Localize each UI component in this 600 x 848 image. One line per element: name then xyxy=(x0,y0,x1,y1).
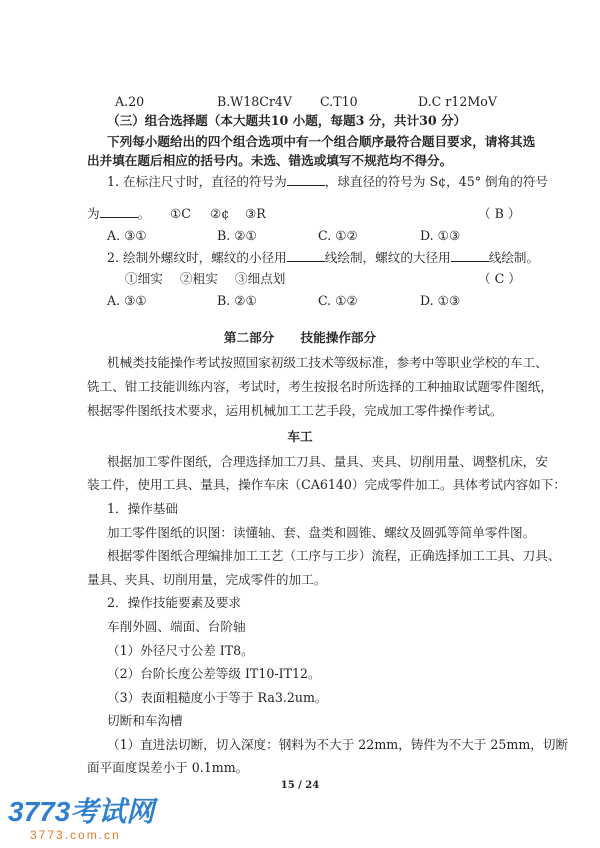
answer-blank xyxy=(451,250,489,262)
option-c: C. ①② xyxy=(318,293,358,308)
heading: 2．操作技能要素及要求 xyxy=(107,595,241,610)
option-d: D. ①③ xyxy=(420,228,461,243)
paragraph-line: 加工零件图纸的识图：读懂轴、套、盘类和圆锥、螺纹及圆弧等简单零件图。 xyxy=(107,525,536,540)
paragraph-line: 铣工、钳工技能训练内容，考试时，考生按报名时所选择的工种抽取试题零件图纸， xyxy=(87,379,553,394)
heading: 切断和车沟槽 xyxy=(107,713,183,728)
option-b: B. ②① xyxy=(217,228,257,243)
answer-blank xyxy=(100,206,138,218)
answer: （ B ） xyxy=(478,206,521,221)
question-text: ，球直径的符号为 S¢，45° 倒角的符号 xyxy=(324,174,549,189)
question-text: 2. 绘制外螺纹时，螺纹的小径用 xyxy=(107,250,287,265)
question-1-cont xyxy=(87,206,150,222)
choice: ①细实 xyxy=(125,271,163,286)
heading: 1．操作基础 xyxy=(107,501,178,516)
paragraph-line: 根据零件图纸合理编排加工工艺（工序与工步）流程，正确选择加工工具、刀具、 xyxy=(107,548,561,563)
option-b: B.W18Cr4V xyxy=(217,94,292,109)
choice: ②粗实 xyxy=(180,271,218,286)
section-title: （三）组合选择题（本大题共10 小题，每题3 分，共计30 分） xyxy=(107,113,467,128)
option-a: A.20 xyxy=(115,94,145,109)
logo-text: 3773考试网 xyxy=(8,796,155,827)
answer: （ C ） xyxy=(478,271,521,286)
list-item: （3）表面粗糙度小于等于 Ra3.2um。 xyxy=(107,690,328,705)
option-c: C.T10 xyxy=(320,94,358,109)
heading: 车削外圆、端面、台阶轴 xyxy=(107,619,246,634)
page-number: 15 / 24 xyxy=(280,780,320,791)
option-d: D. ①③ xyxy=(420,293,461,308)
list-item-cont: 面平面度误差小于 0.1mm。 xyxy=(87,760,249,775)
question-2 xyxy=(107,250,539,266)
paragraph-line: 根据加工零件图纸，合理选择加工刀具、量具、夹具、切削用量、调整机床，安 xyxy=(107,454,548,469)
paragraph-line: 量具、夹具、切削用量，完成零件的加工。 xyxy=(87,572,327,587)
instruction: 出并填在题后相应的括号内。未选、错选或填写不规范均不得分。 xyxy=(87,153,453,168)
instruction: 下列每小题给出的四个组合选项中有一个组合顺序最符合题目要求，请将其选 xyxy=(107,134,536,149)
option-a: A. ③① xyxy=(107,293,147,308)
paragraph-line: 机械类技能操作考试按照国家初级工技术等级标准，参考中等职业学校的车工、 xyxy=(107,355,548,370)
subsection-title: 车工 xyxy=(287,429,313,444)
option-b: B. ②① xyxy=(217,293,257,308)
question-text: 线绘制，螺纹的大径用 xyxy=(324,250,451,265)
question-text: 1. 在标注尺寸时，直径的符号为 xyxy=(107,174,287,189)
list-item: （2）台阶长度公差等级 IT10-IT12。 xyxy=(107,666,321,681)
list-item: （1）外径尺寸公差 IT8。 xyxy=(107,643,254,658)
option-c: C. ①② xyxy=(318,228,358,243)
question-text: 。 xyxy=(137,206,151,221)
answer-blank xyxy=(287,174,325,186)
choice: ②¢ xyxy=(210,206,230,221)
part-title: 第二部分 技能操作部分 xyxy=(223,330,377,345)
choice: ③R xyxy=(245,206,266,221)
option-a: A. ③① xyxy=(107,228,147,243)
question-1 xyxy=(107,174,548,190)
choice: ①C xyxy=(170,206,191,221)
paragraph-line: 装工件，使用工具、量具，操作车床（CA6140）完成零件加工。具体考试内容如下： xyxy=(87,477,566,492)
choice: ③细点划 xyxy=(235,271,286,286)
answer-blank xyxy=(287,250,325,262)
question-text: 线绘制。 xyxy=(488,250,540,265)
site-logo xyxy=(8,796,154,842)
list-item: （1）直进法切断，切入深度：钢料为不大于 22mm，铸件为不大于 25mm，切断 xyxy=(107,737,569,752)
question-text: 为 xyxy=(87,206,100,221)
paragraph-line: 根据零件图纸技术要求，运用机械加工工艺手段，完成加工零件操作考试。 xyxy=(87,403,503,418)
logo-url: 3773.com.cn xyxy=(30,828,121,842)
option-d: D.C r12MoV xyxy=(418,94,497,109)
